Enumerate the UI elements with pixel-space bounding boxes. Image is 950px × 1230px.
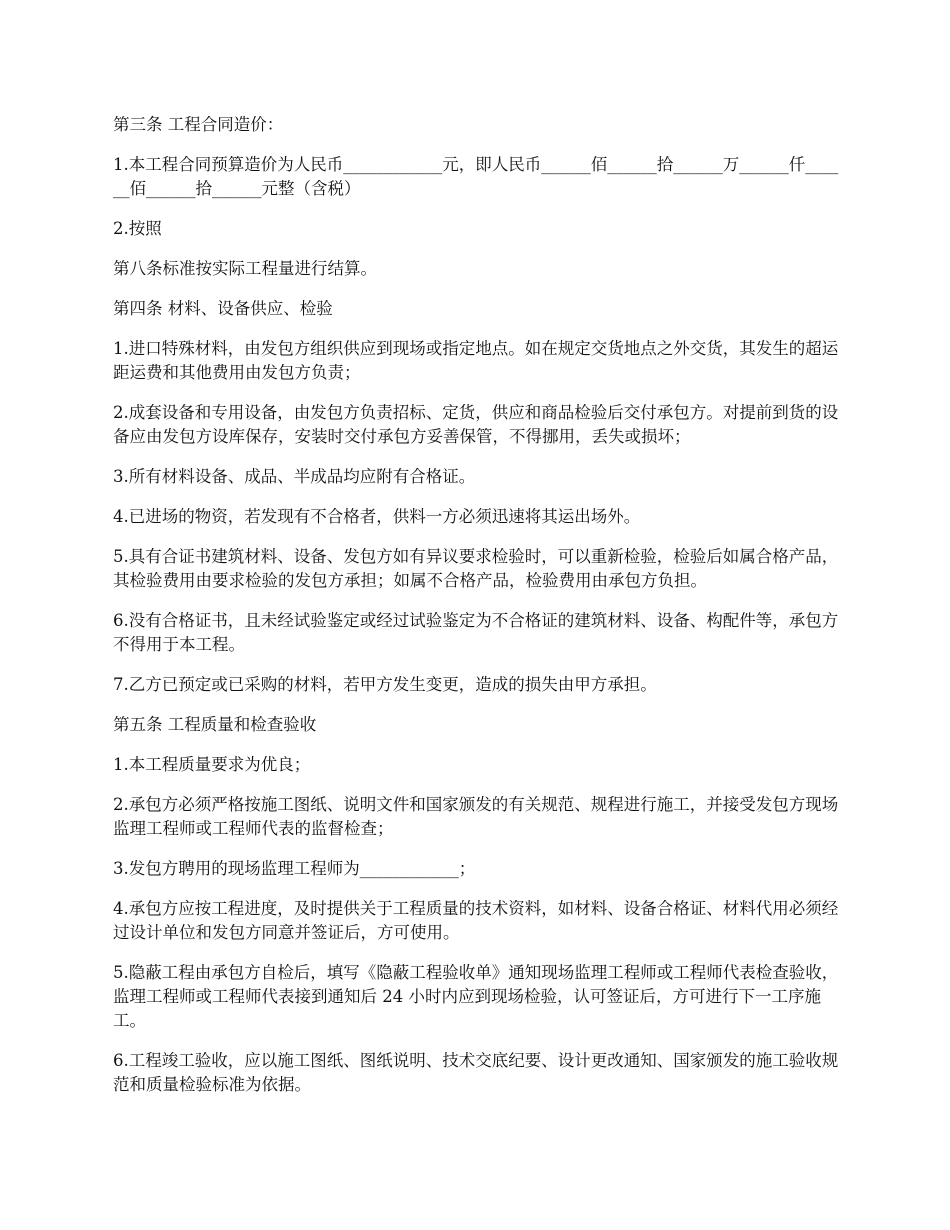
clause-paragraph: 5.具有合证书建筑材料、设备、发包方如有异议要求检验时，可以重新检验，检验后如属合格产品，其检验费用由要求检验的发包方承担；如属不合格产品，检验费用由承包方负担。: [113, 547, 839, 590]
clause-paragraph: 2.承包方必须严格按施工图纸、说明文件和国家颁发的有关规范、规程进行施工，并接受发包方现场监理工程师或工程师代表的监督检查；: [113, 795, 839, 838]
clause-paragraph: 1.本工程质量要求为优良；: [113, 755, 311, 774]
clause-paragraph: 4.承包方应按工程进度，及时提供关于工程质量的技术资料，如材料、设备合格证、材料代用必须经过设计单位和发包方同意并签证后，方可使用。: [113, 899, 839, 942]
clause-paragraph: 3.发包方聘用的现场监理工程师为____________；: [113, 859, 476, 878]
clause-paragraph: 3.所有材料设备、成品、半成品均应附有合格证。: [113, 467, 476, 486]
clause-paragraph: 2.成套设备和专用设备，由发包方负责招标、定货，供应和商品检验后交付承包方。对提前到货的设备应由发包方设库保存，安装时交付承包方妥善保管，不得挪用，丢失或损坏；: [113, 403, 839, 446]
clause-paragraph: 6.工程竣工验收，应以施工图纸、图纸说明、技术交底纪要、设计更改通知、国家颁发的施工验收规范和质量检验标准为依据。: [113, 1051, 839, 1094]
section-heading-article-4: 第四条 材料、设备供应、检验: [113, 299, 333, 318]
section-heading-article-3: 第三条 工程合同造价：: [113, 115, 284, 134]
clause-paragraph: 7.乙方已预定或已采购的材料，若甲方发生变更，造成的损失由甲方承担。: [113, 675, 657, 694]
document-page: [113, 113, 840, 1113]
clause-paragraph: 1.进口特殊材料，由发包方组织供应到现场或指定地点。如在规定交货地点之外交货，其发生的超运距运费和其他费用由发包方负责；: [113, 339, 839, 382]
clause-paragraph: 1.本工程合同预算造价为人民币____________元，即人民币______佰______拾______万______仟______佰______拾______元整（含税）: [113, 155, 839, 198]
clause-paragraph: 4.已进场的物资，若发现有不合格者，供料一方必须迅速将其运出场外。: [113, 507, 641, 526]
clause-paragraph: 第八条标准按实际工程量进行结算。: [113, 259, 377, 278]
clause-paragraph: 6.没有合格证书，且未经试验鉴定或经过试验鉴定为不合格证的建筑材料、设备、构配件等，承包方不得用于本工程。: [113, 611, 839, 654]
section-heading-article-5: 第五条 工程质量和检查验收: [113, 715, 317, 734]
clause-paragraph: 2.按照: [113, 219, 162, 238]
clause-paragraph: 5.隐蔽工程由承包方自检后，填写《隐蔽工程验收单》通知现场监理工程师或工程师代表检查验收，监理工程师或工程师代表接到通知后 24 小时内应到现场检验，认可签证后，方可进行下一工序施工。: [113, 963, 839, 1030]
